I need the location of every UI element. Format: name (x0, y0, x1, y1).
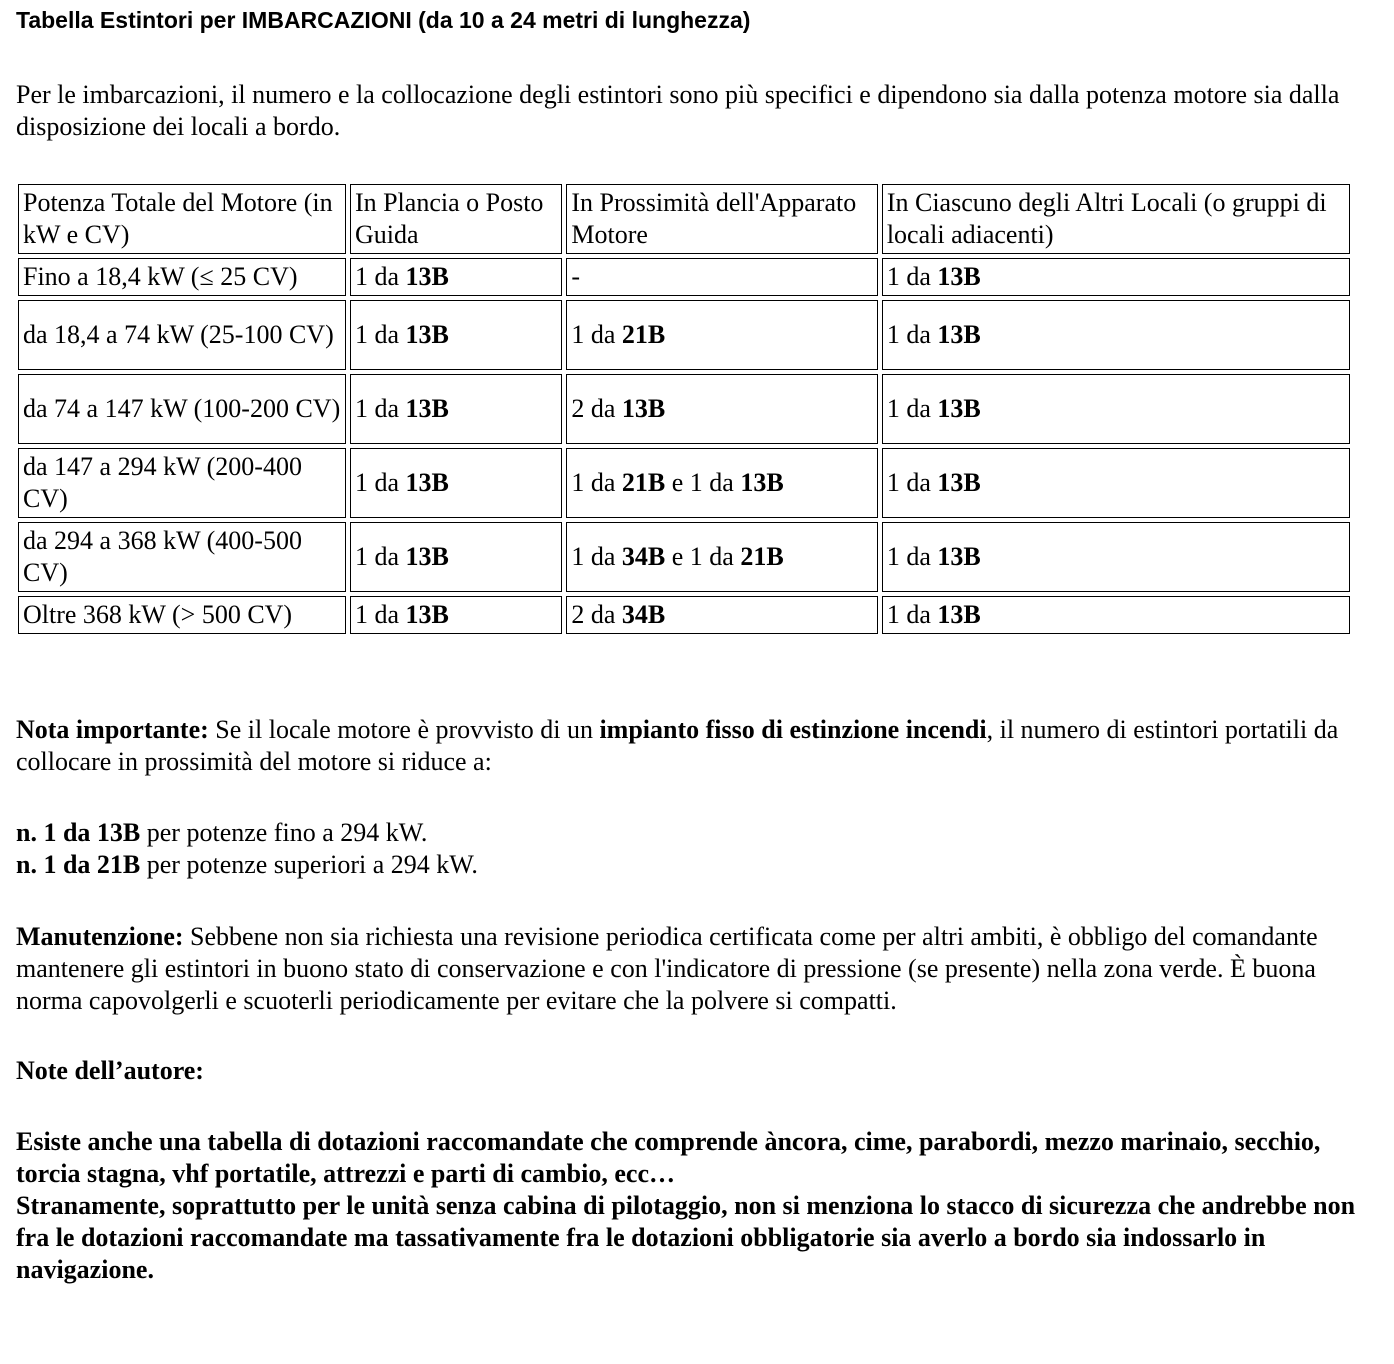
table-header-row (18, 184, 1350, 254)
cell-plancia: 1 da 13B (350, 258, 562, 296)
cell-motore: 1 da 21B e 1 da 13B (566, 448, 877, 518)
cell-plancia: 1 da 13B (350, 596, 562, 634)
maintenance-paragraph: Manutenzione: Sebbene non sia richiesta una revisione periodica certificata come per altri ambiti, è obbligo del comandante mantenere gli estintori in buono stato di conservazione e con l'indicatore di pressione (se presente) nella zona verde. È buona norma capovolgerli e scuoterli periodicamente per evitare che la polvere si compatti. (16, 922, 1318, 1015)
header-locali: In Ciascuno degli Altri Locali (o gruppi di locali adiacenti) (882, 184, 1350, 254)
reduction-list (16, 817, 1366, 881)
cell-power: da 147 a 294 kW (200-400 CV) (18, 448, 346, 518)
cell-plancia: 1 da 13B (350, 374, 562, 444)
cell-power: da 74 a 147 kW (100-200 CV) (18, 374, 346, 444)
table-row (18, 374, 1350, 444)
important-note: Nota importante: Se il locale motore è provvisto di un impianto fisso di estinzione incendi, il numero di estintori portatili da collocare in prossimità del motore si riduce a: (16, 715, 1339, 776)
table-row (18, 258, 1350, 296)
cell-plancia: 1 da 13B (350, 522, 562, 592)
cell-locali: 1 da 13B (882, 300, 1350, 370)
cell-motore: - (566, 258, 877, 296)
cell-locali: 1 da 13B (882, 374, 1350, 444)
cell-power: da 294 a 368 kW (400-500 CV) (18, 522, 346, 592)
header-motore: In Prossimità dell'Apparato Motore (566, 184, 877, 254)
cell-motore: 2 da 13B (566, 374, 877, 444)
author-notes-heading: Note dell’autore: (16, 1056, 204, 1085)
reduction-item: n. 1 da 13B per potenze fino a 294 kW. (16, 818, 428, 847)
table-row (18, 448, 1350, 518)
author-note-paragraph: Esiste anche una tabella di dotazioni raccomandate che comprende àncora, cime, parabordi, mezzo marinaio, secchio, torcia stagna, vhf portatile, attrezzi e parti di cambio, ecc… (16, 1127, 1321, 1188)
header-power: Potenza Totale del Motore (in kW e CV) (18, 184, 346, 254)
author-notes-body (16, 1126, 1366, 1286)
header-plancia: In Plancia o Posto Guida (350, 184, 562, 254)
cell-locali: 1 da 13B (882, 522, 1350, 592)
cell-power: da 18,4 a 74 kW (25-100 CV) (18, 300, 346, 370)
reduction-item: n. 1 da 21B per potenze superiori a 294 kW. (16, 850, 478, 879)
cell-power: Oltre 368 kW (> 500 CV) (18, 596, 346, 634)
cell-plancia: 1 da 13B (350, 448, 562, 518)
cell-locali: 1 da 13B (882, 596, 1350, 634)
author-note-paragraph: Stranamente, soprattutto per le unità senza cabina di pilotaggio, non si menziona lo stacco di sicurezza che andrebbe non fra le dotazioni raccomandate ma tassativamente fra le dotazioni obbligatorie sia averlo a bordo sia indossarlo in navigazione. (16, 1191, 1356, 1284)
cell-motore: 1 da 34B e 1 da 21B (566, 522, 877, 592)
cell-plancia: 1 da 13B (350, 300, 562, 370)
cell-motore: 1 da 21B (566, 300, 877, 370)
cell-locali: 1 da 13B (882, 258, 1350, 296)
document-title: Tabella Estintori per IMBARCAZIONI (da 10 a 24 metri di lunghezza) (16, 7, 751, 33)
table-row (18, 596, 1350, 634)
table-row (18, 522, 1350, 592)
intro-paragraph: Per le imbarcazioni, il numero e la collocazione degli estintori sono più specifici e dipendono sia dalla potenza motore sia dalla disposizione dei locali a bordo. (16, 80, 1340, 141)
extinguisher-table (14, 180, 1354, 638)
cell-motore: 2 da 34B (566, 596, 877, 634)
table-row (18, 300, 1350, 370)
cell-locali: 1 da 13B (882, 448, 1350, 518)
cell-power: Fino a 18,4 kW (≤ 25 CV) (18, 258, 346, 296)
